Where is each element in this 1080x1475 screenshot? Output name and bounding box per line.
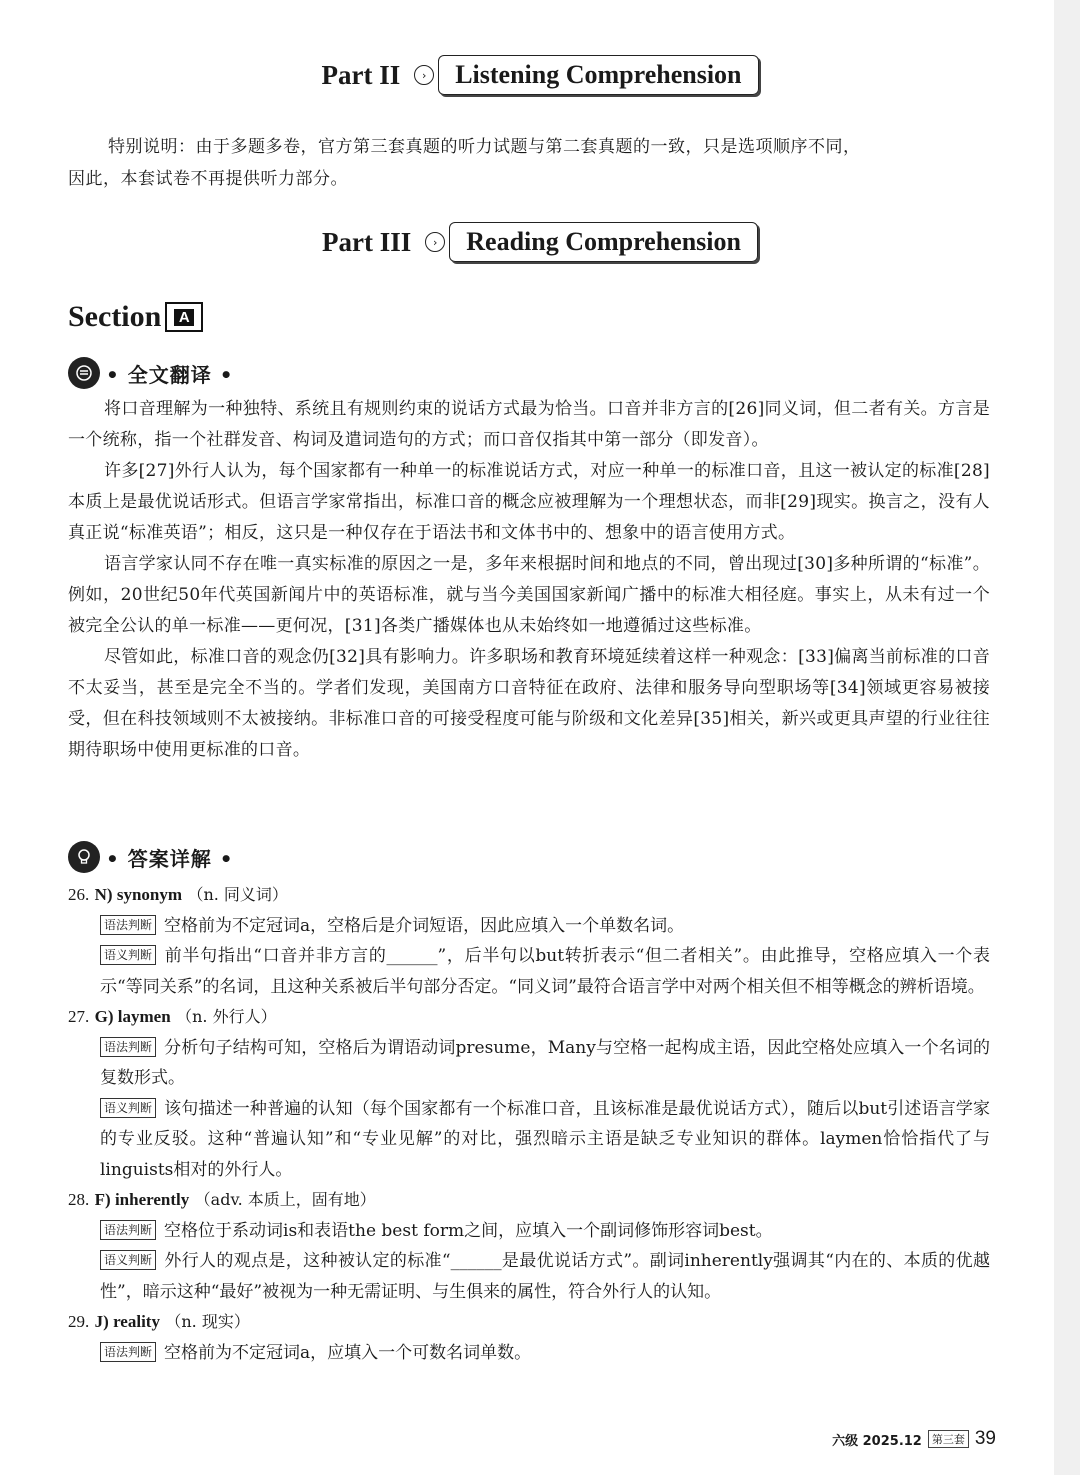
- page-footer: [832, 1428, 996, 1450]
- note-text: 空格前为不定冠词a，空格后是介词短语，因此应填入一个单数名词。: [164, 915, 685, 936]
- part-ii-title: [0, 55, 1080, 95]
- answer-note: [100, 1033, 990, 1094]
- note-tag: 语法判断: [100, 1342, 156, 1362]
- answers-list: [68, 880, 990, 1368]
- answer-item: [68, 1307, 990, 1368]
- note-text: 分析句子结构可知，空格后为谓语动词presume，Many与空格一起构成主语，因此空格处应填入一个名词的复数形式。: [100, 1037, 990, 1088]
- answer-number: 29.: [68, 1312, 90, 1331]
- note-text: 该句描述一种普遍的认知（每个国家都有一个标准口音，且该标准是最优说话方式），随后以but引述语言学家的专业反驳。这种“普遍认知”和“专业见解”的对比，强烈暗示主语是缺乏专业知识的群体。laymen恰恰指代了与linguists相对的外行人。: [100, 1098, 990, 1180]
- note-tag: 语法判断: [100, 1037, 156, 1057]
- translation-paragraph: 尽管如此，标准口音的观念仍[32]具有影响力。许多职场和教育环境延续着这样一种观念：[33]偏离当前标准的口音不太妥当，甚至是完全不当的。学者们发现，美国南方口音特征在政府、法律和服务导向型职场等[34]领域更容易被接受，但在科技领域则不太被接纳。非标准口音的可接受程度可能与阶级和文化差异[35]相关，新兴或更具声望的行业往往期待职场中使用更标准的口音。: [68, 647, 990, 760]
- answer-definition: （n. 同义词）: [187, 885, 288, 904]
- note-line-1: 特别说明：由于多题多卷，官方第三套真题的听力试题与第二套真题的一致，只是选项顺序不同，: [108, 137, 861, 157]
- answer-note: [100, 941, 990, 1002]
- part-iii-title: [0, 222, 1080, 262]
- answer-item: [68, 1185, 990, 1307]
- translation-paragraph: 将口音理解为一种独特、系统且有规则约束的说话方式最为恰当。口音并非方言的[26]同义词，但二者有关。方言是一个统称，指一个社群发音、构词及遣词造句的方式；而口音仅指其中第一部分（即发音）。: [68, 399, 990, 450]
- chevron-right-icon: ›: [414, 65, 434, 85]
- answer-head: [68, 1307, 990, 1338]
- section-letter-badge: [165, 302, 203, 332]
- answer-definition: （n. 外行人）: [176, 1007, 277, 1026]
- special-note: [68, 131, 988, 195]
- answer-word: N) synonym: [94, 885, 183, 904]
- section-letter: A: [174, 309, 194, 326]
- translation-heading: [68, 357, 234, 389]
- translation-paragraph: 语言学家认同不存在唯一真实标准的原因之一是，多年来根据时间和地点的不同，曾出现过[30]多种所谓的“标准”。例如，20世纪50年代英国新闻片中的英语标准，就与当今美国国家新闻广播中的标准大相径庭。事实上，从未有过一个被完全公认的单一标准——更何况，[31]各类广播媒体也从未始终如一地遵循过这些标准。: [68, 554, 990, 636]
- note-tag: 语法判断: [100, 1220, 156, 1240]
- lightbulb-icon: [68, 841, 100, 873]
- answer-number: 27.: [68, 1007, 90, 1026]
- answer-number: 28.: [68, 1190, 90, 1209]
- part-iii-label: Part III: [322, 226, 412, 257]
- answers-heading-text: • 答案详解 •: [106, 846, 234, 871]
- answer-head: [68, 1002, 990, 1033]
- section-heading: [68, 300, 203, 334]
- answer-note: [100, 1216, 990, 1247]
- page-number: 39: [974, 1428, 996, 1449]
- answer-definition: （adv. 本质上，固有地）: [194, 1190, 376, 1209]
- translation-body: [68, 394, 990, 766]
- answer-word: J) reality: [94, 1312, 160, 1331]
- chevron-right-icon: ›: [425, 232, 445, 252]
- part-ii-label: Part II: [321, 59, 401, 90]
- answer-word: G) laymen: [94, 1007, 171, 1026]
- answer-number: 26.: [68, 885, 90, 904]
- answer-item: [68, 1002, 990, 1185]
- note-tag: 语义判断: [100, 1098, 156, 1118]
- footer-set-badge: 第三套: [928, 1430, 969, 1448]
- answer-item: [68, 880, 990, 1002]
- note-tag: 语义判断: [100, 1250, 156, 1270]
- note-text: 前半句指出“口音并非方言的______”，后半句以but转折表示“但二者相关”。由此推导，空格应填入一个表示“等同关系”的名词，且这种关系被后半句部分否定。“同义词”最符合语言学中对两个相关但不相等概念的辨析语境。: [100, 946, 990, 997]
- note-text: 空格位于系动词is和表语the best form之间，应填入一个副词修饰形容词best。: [164, 1220, 773, 1241]
- note-text: 空格前为不定冠词a，应填入一个可数名词单数。: [164, 1342, 532, 1363]
- answer-note: [100, 1094, 990, 1186]
- answer-note: [100, 1246, 990, 1307]
- note-text: 外行人的观点是，这种被认定的标准“______是最优说话方式”。副词inherently强调其“内在的、本质的优越性”，暗示这种“最好”被视为一种无需证明、与生俱来的属性，符合外行人的认知。: [100, 1251, 990, 1302]
- note-tag: 语法判断: [100, 915, 156, 935]
- answers-heading: [68, 841, 234, 873]
- part-ii-box: Listening Comprehension: [438, 55, 758, 95]
- part-iii-box: Reading Comprehension: [449, 222, 758, 262]
- answer-note: [100, 1338, 990, 1369]
- answer-word: F) inherently: [94, 1190, 190, 1209]
- note-tag: 语义判断: [100, 945, 156, 965]
- translation-heading-text: • 全文翻译 •: [106, 362, 234, 387]
- answer-head: [68, 1185, 990, 1216]
- translation-paragraph: 许多[27]外行人认为，每个国家都有一种单一的标准说话方式，对应一种单一的标准口音，且这一被认定的标准[28]本质上是最优说话形式。但语言学家常指出，标准口音的概念应被理解为一个理想状态，而非[29]现实。换言之，没有人真正说“标准英语”；相反，这只是一种仅存在于语法书和文体书中的、想象中的语言使用方式。: [68, 461, 990, 543]
- document-icon: [68, 357, 100, 389]
- answer-head: [68, 880, 990, 911]
- note-line-2: 因此，本套试卷不再提供听力部分。: [68, 169, 348, 189]
- section-word: Section: [68, 300, 162, 333]
- answer-definition: （n. 现实）: [165, 1312, 250, 1331]
- footer-issue: 六级 2025.12: [832, 1433, 922, 1449]
- answer-note: [100, 911, 990, 942]
